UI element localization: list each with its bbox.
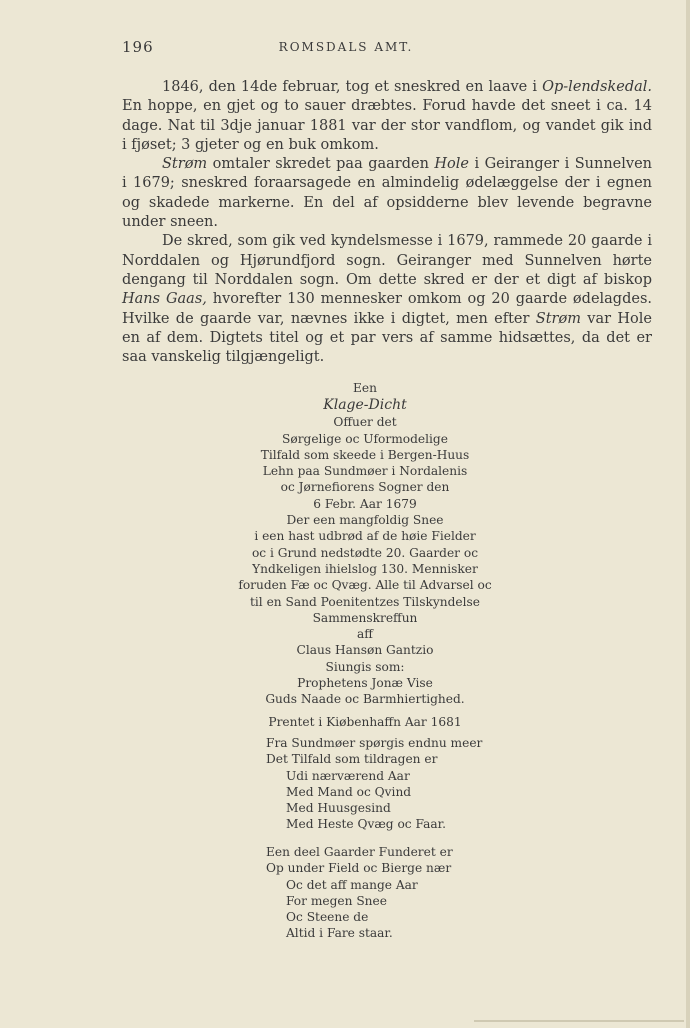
title-line: i een hast udbrød af de høie Fielder bbox=[254, 529, 476, 544]
paragraph: 1846, den 14de februar, tog et sneskred en laave i Op-lendskedal. En hoppe, en gjet og to sauer dræbtes. Forud havde det sneet i ca. 14 dage. Nat til 3dje januar 1881 var der stor vandflom, og vandet gik ind i fjøset; 3 gjeter og en buk omkom. bbox=[122, 79, 652, 153]
page-number: 196 bbox=[122, 38, 154, 56]
poem-title-block bbox=[185, 380, 545, 730]
page-edge bbox=[686, 0, 690, 1028]
verse-line: Oc Steene de bbox=[286, 910, 369, 925]
poem-stanza-2 bbox=[266, 844, 453, 942]
title-line: Siungis som: bbox=[325, 659, 405, 674]
title-line: Der een mangfoldig Snee bbox=[286, 513, 444, 528]
verse-line: Med Heste Qvæg oc Faar. bbox=[286, 817, 447, 832]
title-line: 6 Febr. Aar 1679 bbox=[313, 496, 417, 511]
title-line: Offuer det bbox=[333, 415, 397, 430]
body-text bbox=[122, 78, 652, 367]
verse-line: Een deel Gaarder Funderet er bbox=[266, 845, 453, 859]
poem-stanza-1 bbox=[266, 735, 482, 833]
verse-line: Fra Sundmøer spørgis endnu meer bbox=[266, 736, 483, 750]
title-line: Een bbox=[353, 381, 377, 395]
verse-line: Udi nærværend Aar bbox=[286, 768, 410, 783]
bottom-rule bbox=[474, 1020, 684, 1022]
verse-line: For megen Snee bbox=[286, 893, 387, 908]
title-line: foruden Fæ oc Qvæg. Alle til Advarsel oc bbox=[238, 578, 492, 593]
title-line: Prophetens Jonæ Vise bbox=[297, 676, 433, 691]
verse-line: Med Huusgesind bbox=[286, 801, 391, 816]
page-header bbox=[122, 38, 570, 62]
title-line: oc Jørnefiorens Sogner den bbox=[280, 480, 450, 495]
title-line: Sammenskreffun bbox=[312, 610, 418, 625]
title-line: til en Sand Poenitentzes Tilskyndelse bbox=[250, 594, 480, 609]
title-line: Sørgelige oc Uformodelige bbox=[282, 431, 448, 446]
verse-line: Oc det aff mange Aar bbox=[286, 877, 418, 892]
title-line: Tilfald som skeede i Bergen-Huus bbox=[260, 447, 470, 462]
verse-line: Det Tilfald som tildragen er bbox=[266, 752, 438, 767]
verse-line: Altid i Fare staar. bbox=[286, 926, 393, 941]
title-line: Prentet i Kiøbenhaffn Aar 1681 bbox=[268, 714, 462, 729]
running-head: ROMSDALS AMT. bbox=[278, 40, 414, 54]
title-line: oc i Grund nedstødte 20. Gaarder oc bbox=[251, 545, 479, 560]
verse-line: Op under Field oc Bierge nær bbox=[266, 861, 452, 876]
title-line: Lehn paa Sundmøer i Nordalenis bbox=[262, 464, 468, 479]
title-line: Klage-Dicht bbox=[323, 397, 407, 414]
title-line: Guds Naade oc Barmhiertighed. bbox=[265, 692, 465, 707]
title-line: Claus Hansøn Gantzio bbox=[296, 643, 434, 658]
title-line: Yndkeligen ihielslog 130. Mennisker bbox=[252, 561, 478, 576]
title-line: aff bbox=[357, 627, 373, 642]
verse-line: Med Mand oc Qvind bbox=[286, 784, 412, 799]
paragraph: De skred, som gik ved kyndelsmesse i 1679, rammede 20 gaarde i Norddalen og Hjørundfjord sogn. Geiranger med Sunnelven hørte dengang til Norddalen sogn. Om dette skred er der et digt af biskop Hans Gaas, hvorefter 130 mennesker omkom og 20 gaarde ødelagdes. Hvilke de gaarde var, nævnes ikke i digtet, men efter Strøm var Hole en af dem. Digtets titel og et par vers af samme hidsættes, da det er saa vanskelig tilgjængeligt. bbox=[122, 233, 652, 366]
paragraph: Strøm omtaler skredet paa gaarden Hole i Geiranger i Sunnelven i 1679; sneskred foraarsagede en almindelig ødelæggelse der i egnen og skadede markerne. En del af opsidderne blev levende begravne under sneen. bbox=[122, 156, 652, 231]
